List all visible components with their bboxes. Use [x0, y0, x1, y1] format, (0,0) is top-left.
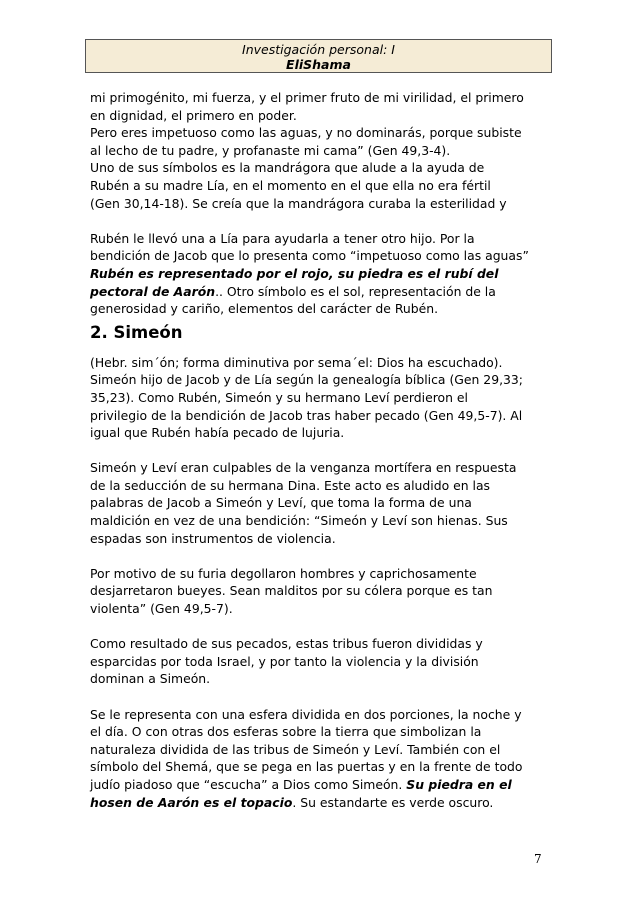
paragraph: [90, 89, 555, 212]
text-line: esparcidas por toda Israel, y por tanto la violencia y la división: [90, 653, 479, 669]
text-line: de la seducción de su hermana Dina. Este acto es aludido en las: [90, 477, 491, 493]
section-heading: 2. Simeón: [90, 322, 183, 342]
text-line: Se le representa con una esfera dividida en dos porciones, la noche y: [90, 706, 522, 722]
text-line: espadas son instrumentos de violencia.: [90, 530, 336, 546]
text-line: Simeón y Leví eran culpables de la venganza mortífera en respuesta: [90, 460, 517, 476]
text-line: Uno de sus símbolos es la mandrágora que alude a la ayuda de: [90, 160, 485, 176]
paragraph: [90, 706, 555, 812]
text-line: (Gen 30,14-18). Se creía que la mandrágora curaba la esterilidad y: [90, 195, 507, 211]
text-line: bendición de Jacob que lo presenta como “impetuoso como las aguas”: [90, 248, 529, 264]
page-number: 7: [534, 852, 542, 866]
paragraph: [90, 635, 555, 688]
header-author: EliShama: [286, 57, 351, 72]
text-line: Rubén le llevó una a Lía para ayudarla a tener otro hijo. Por la: [90, 230, 475, 246]
text-line: 35,23). Como Rubén, Simeón y su hermano Leví perdieron el: [90, 389, 468, 405]
emphasis-text: pectoral de Aarón: [90, 283, 216, 299]
paragraph: [90, 354, 555, 442]
text-line: maldición en vez de una bendición: “Simeón y Leví son hienas. Sus: [90, 513, 508, 529]
text-line: en dignidad, el primero en poder.: [90, 107, 297, 123]
header-title: Investigación personal: I: [242, 42, 395, 57]
text-fragment: .. Otro símbolo es el sol, representación de la: [215, 283, 496, 299]
text-line: Rubén a su madre Lía, en el momento en el que ella no era fértil: [90, 177, 491, 193]
text-line: (Hebr. sim´ón; forma diminutiva por sema´el: Dios ha escuchado).: [90, 354, 503, 370]
text-line: dominan a Simeón.: [90, 671, 211, 687]
text-line: el día. O con otras dos esferas sobre la tierra que simbolizan la: [90, 724, 482, 740]
paragraph: [90, 565, 555, 618]
emphasis-text: Rubén es representado por el rojo, su piedra es el rubí del: [90, 265, 499, 281]
text-line: mi primogénito, mi fuerza, y el primer fruto de mi virilidad, el primero: [90, 90, 524, 105]
emphasis-text: Su piedra en el: [406, 776, 512, 792]
page-header: [85, 39, 552, 73]
text-line: igual que Rubén había pecado de lujuria.: [90, 425, 345, 441]
text-line: violenta” (Gen 49,5-7).: [90, 601, 233, 617]
text-line: palabras de Jacob a Simeón y Leví, que toma la forma de una: [90, 495, 472, 511]
text-line: Simeón hijo de Jacob y de Lía según la genealogía bíblica (Gen 29,33;: [90, 372, 523, 388]
text-line: al lecho de tu padre, y profanaste mi cama” (Gen 49,3-4).: [90, 142, 451, 158]
text-line: símbolo del Shemá, que se pega en las puertas y en la frente de todo: [90, 759, 523, 775]
text-line: Como resultado de sus pecados, estas tribus fueron divididas y: [90, 636, 483, 652]
text-fragment: . Su estandarte es verde oscuro.: [292, 794, 494, 810]
text-line: Pero eres impetuoso como las aguas, y no dominarás, porque subiste: [90, 125, 522, 141]
text-line: naturaleza dividida de las tribus de Simeón y Leví. También con el: [90, 741, 501, 757]
paragraph: [90, 459, 555, 547]
text-line: generosidad y cariño, elementos del carácter de Rubén.: [90, 301, 439, 317]
emphasis-text: hosen de Aarón es el topacio: [90, 794, 293, 810]
text-line: Por motivo de su furia degollaron hombres y caprichosamente: [90, 565, 477, 581]
paragraph: [90, 230, 555, 318]
text-fragment: judío piadoso que “escucha” a Dios como Simeón.: [90, 776, 407, 792]
text-line: desjarretaron bueyes. Sean malditos por su cólera porque es tan: [90, 583, 493, 599]
document-body: [90, 89, 555, 811]
text-line: privilegio de la bendición de Jacob tras haber pecado (Gen 49,5-7). Al: [90, 407, 523, 423]
